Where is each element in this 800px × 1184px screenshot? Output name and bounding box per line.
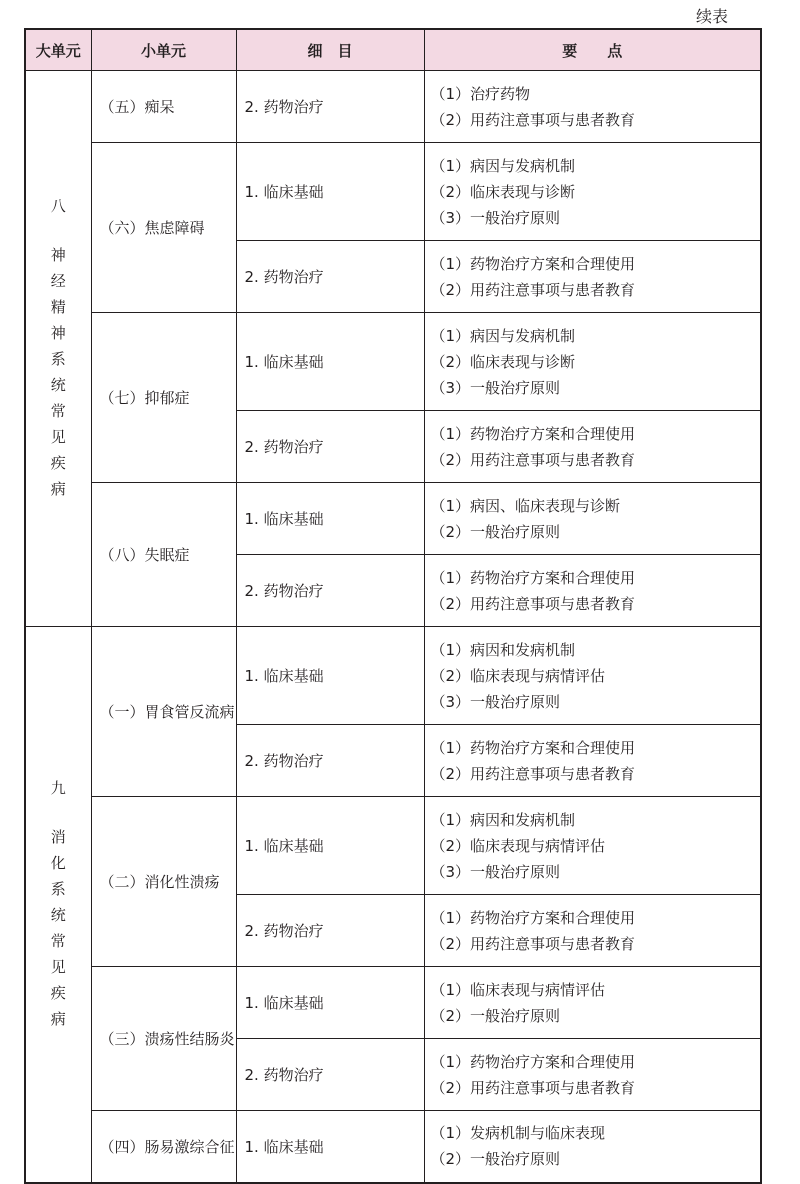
detail-cell: 2. 药物治疗: [236, 1039, 424, 1111]
detail-cell: 2. 药物治疗: [236, 555, 424, 627]
key-point: （2）一般治疗原则: [430, 1006, 561, 1025]
minor-unit-cell: （六）焦虑障碍: [91, 143, 236, 313]
key-points-cell: [424, 1039, 761, 1111]
key-point: （2）临床表现与病情评估: [430, 666, 606, 685]
key-point: （1）治疗药物: [430, 84, 531, 103]
key-points-cell: [424, 627, 761, 725]
key-point: （1）药物治疗方案和合理使用: [430, 738, 636, 757]
detail-cell: 1. 临床基础: [236, 627, 424, 725]
table-row: [25, 627, 761, 725]
detail-cell: 1. 临床基础: [236, 1111, 424, 1183]
detail-cell: 1. 临床基础: [236, 143, 424, 241]
key-points-cell: [424, 555, 761, 627]
detail-cell: 1. 临床基础: [236, 797, 424, 895]
table-body: [25, 71, 761, 1183]
key-point: （3）一般治疗原则: [430, 378, 561, 397]
detail-cell: 1. 临床基础: [236, 483, 424, 555]
key-point: （2）用药注意事项与患者教育: [430, 934, 636, 953]
table-row: [25, 797, 761, 895]
key-point: （1）药物治疗方案和合理使用: [430, 254, 636, 273]
detail-cell: 1. 临床基础: [236, 313, 424, 411]
key-point: （1）病因和发病机制: [430, 640, 576, 659]
major-unit-cell: [25, 627, 91, 1183]
key-point: （2）用药注意事项与患者教育: [430, 594, 636, 613]
minor-unit-cell: （五）痴呆: [91, 71, 236, 143]
key-point: （2）临床表现与诊断: [430, 182, 576, 201]
table-row: [25, 71, 761, 143]
key-point: （2）临床表现与病情评估: [430, 836, 606, 855]
key-points-cell: [424, 967, 761, 1039]
detail-cell: 1. 临床基础: [236, 967, 424, 1039]
detail-cell: 2. 药物治疗: [236, 71, 424, 143]
key-point: （3）一般治疗原则: [430, 208, 561, 227]
key-points-cell: [424, 1111, 761, 1183]
key-point: （1）药物治疗方案和合理使用: [430, 908, 636, 927]
key-point: （2）用药注意事项与患者教育: [430, 764, 636, 783]
continued-label: 续表: [695, 7, 728, 26]
key-point: （1）药物治疗方案和合理使用: [430, 1052, 636, 1071]
detail-cell: 2. 药物治疗: [236, 411, 424, 483]
header-minor-unit: 小单元: [91, 29, 236, 71]
table-row: [25, 967, 761, 1039]
key-point: （2）一般治疗原则: [430, 522, 561, 541]
key-points-cell: [424, 895, 761, 967]
table-row: [25, 313, 761, 411]
key-point: （2）用药注意事项与患者教育: [430, 110, 636, 129]
header-detail: 细 目: [236, 29, 424, 71]
major-unit-number: 八: [50, 197, 66, 215]
minor-unit-cell: （八）失眠症: [91, 483, 236, 627]
key-point: （1）药物治疗方案和合理使用: [430, 568, 636, 587]
key-point: （2）一般治疗原则: [430, 1150, 561, 1169]
minor-unit-cell: （一）胃食管反流病: [91, 627, 236, 797]
key-points-cell: [424, 725, 761, 797]
key-point: （1）病因与发病机制: [430, 156, 576, 175]
key-point: （1）药物治疗方案和合理使用: [430, 424, 636, 443]
major-unit-name: 神经精神系统常见疾病: [50, 246, 66, 498]
key-point: （1）病因和发病机制: [430, 810, 576, 829]
table-row: [25, 483, 761, 555]
key-point: （1）病因、临床表现与诊断: [430, 496, 621, 515]
key-point: （2）临床表现与诊断: [430, 352, 576, 371]
key-point: （3）一般治疗原则: [430, 862, 561, 881]
minor-unit-cell: （七）抑郁症: [91, 313, 236, 483]
header-key-points: 要 点: [424, 29, 761, 71]
key-point: （1）临床表现与病情评估: [430, 980, 606, 999]
minor-unit-cell: （二）消化性溃疡: [91, 797, 236, 967]
table-row: [25, 143, 761, 241]
header-major-unit: 大单元: [25, 29, 91, 71]
key-points-cell: [424, 241, 761, 313]
detail-cell: 2. 药物治疗: [236, 895, 424, 967]
key-points-cell: [424, 483, 761, 555]
key-points-cell: [424, 411, 761, 483]
minor-unit-cell: （四）肠易激综合征: [91, 1111, 236, 1183]
detail-cell: 2. 药物治疗: [236, 725, 424, 797]
key-point: （2）用药注意事项与患者教育: [430, 450, 636, 469]
detail-cell: 2. 药物治疗: [236, 241, 424, 313]
header-row: [25, 29, 761, 71]
key-points-cell: [424, 71, 761, 143]
key-point: （1）发病机制与临床表现: [430, 1124, 606, 1143]
major-unit-number: 九: [50, 778, 66, 797]
key-point: （3）一般治疗原则: [430, 692, 561, 711]
key-points-cell: [424, 143, 761, 241]
major-unit-name: 消化系统常见疾病: [50, 827, 66, 1028]
key-point: （1）病因与发病机制: [430, 326, 576, 345]
key-point: （2）用药注意事项与患者教育: [430, 280, 636, 299]
minor-unit-cell: （三）溃疡性结肠炎: [91, 967, 236, 1111]
syllabus-table: [24, 28, 762, 1184]
table-row: [25, 1111, 761, 1183]
major-unit-cell: [25, 71, 91, 627]
key-points-cell: [424, 797, 761, 895]
key-point: （2）用药注意事项与患者教育: [430, 1078, 636, 1097]
key-points-cell: [424, 313, 761, 411]
